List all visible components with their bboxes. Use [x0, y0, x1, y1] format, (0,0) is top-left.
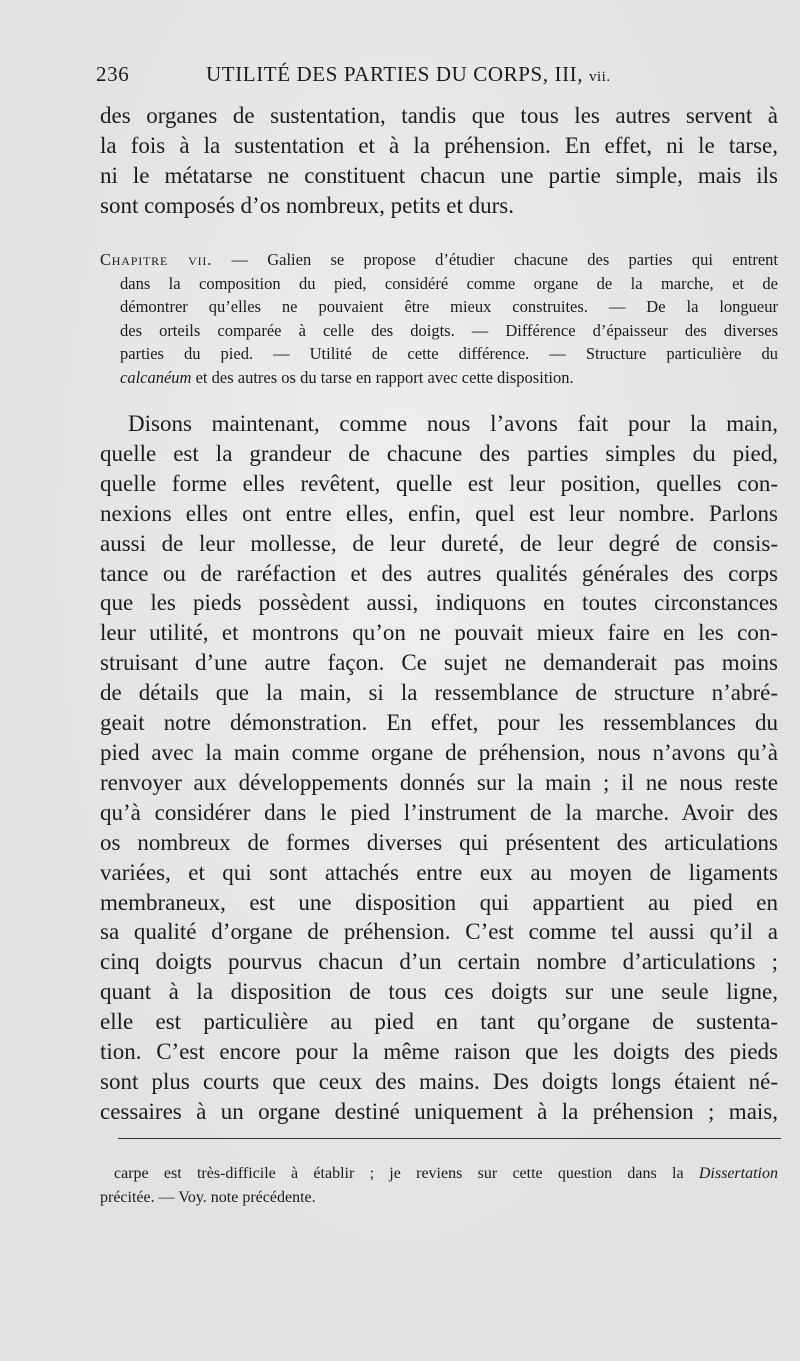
- text-line: sa qualité d’organe de préhension. C’est comme tel aussi qu’il a: [100, 919, 778, 945]
- chapter-summary: [100, 248, 778, 390]
- summary-line: [100, 248, 778, 272]
- summary-first-line-text: — Galien se propose d’étudier chacune des parties qui entrent: [212, 250, 779, 269]
- text-line: qu’à considérer dans le pied l’instrument de la marche. Avoir des: [100, 799, 778, 825]
- summary-line: parties du pied. — Utilité de cette différence. — Structure particulière du: [120, 344, 778, 364]
- italic-term: Dissertation: [698, 1165, 778, 1182]
- text-line: que les pieds possèdent aussi, indiquons en toutes circonstances: [100, 590, 778, 616]
- chapter-reference: vii.: [588, 69, 611, 85]
- running-title: [206, 62, 611, 87]
- text-line: ni le métatarse ne constituent chacun une partie simple, mais ils: [100, 162, 778, 188]
- summary-line: des orteils comparée à celle des doigts. — Différence d’épaisseur des diverses: [120, 320, 778, 340]
- footnote-divider: [118, 1138, 781, 1139]
- text-line: membraneux, est une disposition qui appartient au pied en: [100, 889, 778, 915]
- main-paragraph: [100, 409, 778, 1127]
- text-line: aussi de leur mollesse, de leur dureté, de leur degré de consis-: [100, 530, 778, 556]
- text-line: elle est particulière au pied en tant qu’organe de sustenta-: [100, 1009, 778, 1035]
- text-line: os nombreux de formes diverses qui présentent des articulations: [100, 829, 778, 855]
- chapter-label: Chapitre vii.: [100, 250, 213, 269]
- text-line: la fois à la sustentation et à la préhension. En effet, ni le tarse,: [100, 132, 778, 158]
- text-line: variées, et qui sont attachés entre eux au moyen de ligaments: [100, 859, 778, 885]
- text-line: des organes de sustentation, tandis que tous les autres servent à: [100, 103, 778, 128]
- text-line: nexions elles ont entre elles, enfin, quel est leur nombre. Parlons: [100, 500, 778, 526]
- text-line: cessaires à un organe destiné uniquement à la préhension ; mais,: [100, 1098, 778, 1124]
- text-line: Disons maintenant, comme nous l’avons fait pour la main,: [128, 411, 778, 436]
- intro-paragraph: [100, 101, 778, 221]
- text-line: quelle forme elles revêtent, quelle est leur position, quelles con-: [100, 470, 778, 496]
- text-line: tance ou de raréfaction et des autres qualités générales des corps: [100, 560, 778, 586]
- text-line: sont plus courts que ceux des mains. Des doigts longs étaient né-: [100, 1068, 778, 1094]
- footnote-line: [100, 1162, 778, 1186]
- footnote-line: précitée. — Voy. note précédente.: [100, 1188, 316, 1206]
- italic-term: calcanéum: [120, 367, 192, 387]
- page-number: 236: [96, 62, 130, 86]
- text-line: sont composés d’os nombreux, petits et durs.: [100, 192, 514, 218]
- summary-line: [100, 366, 778, 390]
- text-line: quelle est la grandeur de chacune des parties simples du pied,: [100, 440, 778, 466]
- text-line: leur utilité, et montrons qu’on ne pouvait mieux faire en les con-: [100, 620, 778, 646]
- text-line: de détails que la main, si la ressemblance de structure n’abré-: [100, 680, 778, 706]
- text-line: geait notre démonstration. En effet, pour les ressemblances du: [100, 710, 778, 736]
- summary-line: dans la composition du pied, considéré comme organe de la marche, et de: [120, 273, 778, 293]
- footnote: [100, 1162, 778, 1209]
- text-line: pied avec la main comme organe de préhension, nous n’avons qu’à: [100, 739, 778, 765]
- text-line: struisant d’une autre façon. Ce sujet ne demanderait pas moins: [100, 650, 778, 676]
- summary-line: démontrer qu’elles ne pouvaient être mieux construites. — De la longueur: [120, 297, 778, 317]
- summary-last-line-text: et des autres os du tarse en rapport avec cette disposition.: [191, 367, 574, 387]
- text-line: tion. C’est encore pour la même raison que les doigts des pieds: [100, 1039, 778, 1065]
- running-title-text: UTILITÉ DES PARTIES DU CORPS, III,: [206, 62, 584, 86]
- text-line: renvoyer aux développements donnés sur la main ; il ne nous reste: [100, 769, 778, 795]
- text-line: quant à la disposition de tous ces doigts sur une seule ligne,: [100, 979, 778, 1005]
- text-line: cinq doigts pourvus chacun d’un certain nombre d’articulations ;: [100, 949, 778, 975]
- footnote-text: carpe est très-difficile à établir ; je reviens sur cette question dans la: [114, 1165, 699, 1182]
